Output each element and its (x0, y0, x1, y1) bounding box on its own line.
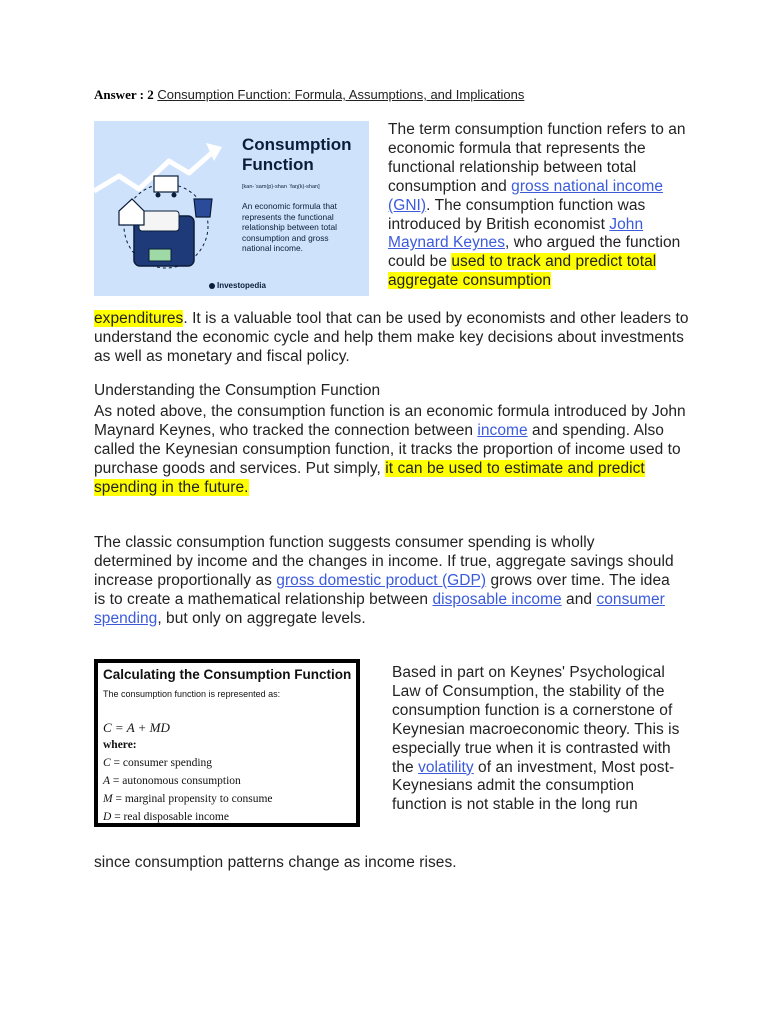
text-run: of an investment, Most post-Keynesians admit the consumption function is not stable in the long run (392, 758, 675, 814)
link-disposable-income[interactable]: disposable income (432, 590, 562, 608)
text-run: . The consumption function was introduced by British economist (388, 196, 646, 233)
infographic-title-line2: Function (242, 155, 314, 174)
definition-row (103, 811, 229, 823)
definition-text: = autonomous consumption (112, 775, 241, 787)
paragraph-4-bottom: since consumption patterns change as income rises. (94, 854, 457, 871)
house-icon (119, 199, 144, 225)
text-run: and spending. Also called the Keynesian consumption function, it tracks the proportion of income used to purchase goods and services. Put simply, (94, 421, 681, 477)
infographic-title-line1: Consumption (242, 135, 352, 154)
paragraph-1-bottom (94, 310, 694, 367)
cart-icon (154, 176, 178, 192)
text-run: The classic consumption function suggests consumer spending is wholly determined by income and the changes in income. If true, aggregate savings should increase proportionally as (94, 534, 674, 589)
answer-title[interactable]: Consumption Function: Formula, Assumptions, and Implications (157, 87, 525, 102)
definition-row (103, 757, 212, 769)
answer-line (94, 87, 524, 103)
logo-icon (209, 283, 215, 289)
formula: C = A + MD (103, 720, 170, 735)
link-gni[interactable]: gross national income (GNI) (388, 177, 663, 214)
symbol: A (103, 775, 111, 787)
money-icon (149, 249, 171, 261)
definition-text: = marginal propensity to consume (115, 793, 273, 805)
link-consumer-spending[interactable]: consumer spending (94, 590, 665, 627)
section-heading: Understanding the Consumption Function (94, 382, 381, 399)
text-run: grows over time. The idea is to create a mathematical relationship between (94, 571, 670, 608)
paragraph-3 (94, 534, 674, 629)
definition-row (103, 793, 273, 805)
definition-row (103, 775, 241, 787)
highlight-text: expenditures (94, 310, 184, 327)
wallet-flap (139, 211, 179, 231)
infographic-title (242, 135, 352, 175)
infographic-pronunciation: [kan-ˈsam(p)-shan ˈfaŋ(k)-shan] (242, 184, 320, 190)
infographic-illustration (94, 121, 244, 296)
paragraph-1-top (388, 121, 688, 291)
symbol: D (103, 811, 112, 823)
consumption-function-infographic (94, 121, 369, 296)
paragraph-2 (94, 403, 694, 498)
symbol: M (103, 793, 113, 805)
highlight-text: it can be used to estimate and predict spending in the future. (94, 459, 645, 496)
formula-figure (94, 659, 360, 827)
text-run: As noted above, the consumption function is an economic formula introduced by John Maynard Keynes, who tracked the connection between (94, 403, 686, 439)
bag-icon (194, 199, 212, 217)
definition-text: = consumer spending (113, 757, 213, 769)
link-income[interactable]: income (477, 421, 528, 439)
investopedia-logo (209, 281, 266, 290)
where-label: where: (103, 739, 137, 751)
link-volatility[interactable]: volatility (418, 758, 474, 776)
logo-text: Investopedia (217, 281, 266, 290)
text-run: The term consumption function refers to an economic formula that represents the functional relationship between total consumption and (388, 121, 686, 195)
definition-text: = real disposable income (114, 811, 229, 823)
link-keynes[interactable]: John Maynard Keynes (388, 215, 644, 252)
link-gdp[interactable]: gross domestic product (GDP) (276, 571, 487, 589)
text-run: Based in part on Keynes' Psychological Law of Consumption, the stability of the consumption function is a cornerstone of Keynesian macroeconomic theory. This is especially true when it is contrasted with the (392, 664, 680, 776)
formula-figure-subtitle: The consumption function is represented as: (103, 689, 281, 699)
paragraph-4-top (392, 664, 682, 815)
symbol: C (103, 757, 111, 769)
text-run: and (561, 590, 597, 608)
formula-figure-title: Calculating the Consumption Function (103, 667, 352, 682)
text-run: , who argued the function could be (388, 234, 681, 271)
infographic-definition: An economic formula that represents the functional relationship between total consumption and gross national income. (242, 201, 337, 253)
text-run: , but only on aggregate levels. (157, 609, 366, 627)
highlight-text: used to track and predict total aggregate consumption (388, 253, 657, 290)
text-run: . It is a valuable tool that can be used by economists and other leaders to understand the economic cycle and help them make key decisions about investments as well as monetary and fiscal policy. (94, 310, 689, 365)
answer-label: Answer : 2 (94, 87, 154, 102)
